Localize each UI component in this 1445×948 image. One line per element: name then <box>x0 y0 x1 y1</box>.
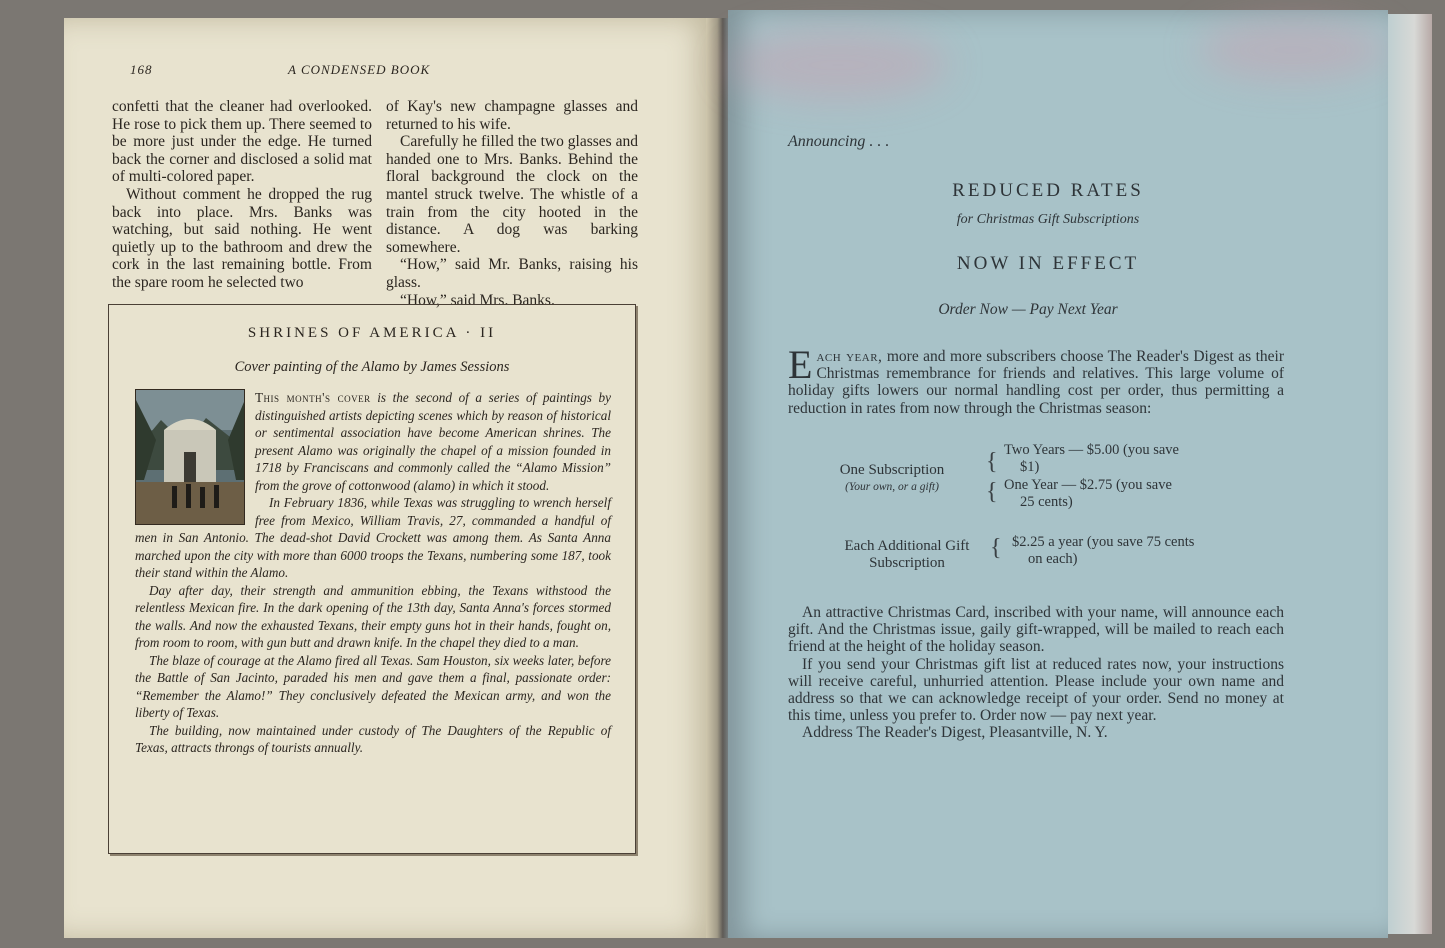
sidebar-lead-smallcaps: This month's cover <box>255 390 371 405</box>
story-paragraph: confetti that the cleaner had overlooked. He rose to pick them up. There seemed to be more just under the edge. He turned back the corner and disclosed a solid mat of multi-colored paper. <box>112 98 372 186</box>
story-column-right <box>386 98 638 309</box>
announcing-label: Announcing . . . <box>788 133 890 150</box>
sidebar-paragraph: In February 1836, while Texas was struggling to wrench herself free from Mexico, William Travis, 27, commanded a handful of men in San Antonio. The dead-shot David Crockett was among them. As Santa Anna marched upon the city with more than 6000 troops the Texans, numbering some 187, took their stand within the Alamo. <box>135 495 611 580</box>
address-line: Address The Reader's Digest, Pleasantville, N. Y. <box>802 724 1108 742</box>
brace-symbol: { <box>990 535 1002 561</box>
rate-two-years: Two Years — $5.00 (you save $1) <box>1004 442 1179 475</box>
rate-one-year: One Year — $2.75 (you save 25 cents) <box>1004 477 1172 510</box>
story-column-left <box>112 98 372 292</box>
page-stain <box>1198 20 1388 80</box>
closing-text <box>788 604 1284 742</box>
one-subscription-note: (Your own, or a gift) <box>845 481 939 493</box>
alamo-painting-image <box>135 389 245 525</box>
brace-symbol: { <box>986 479 998 505</box>
intro-smallcaps: ach year, <box>816 348 883 365</box>
page-edge <box>1388 14 1432 934</box>
sidebar-paragraph: The blaze of courage at the Alamo fired all Texas. Sam Houston, six weeks later, before the Battle of San Jacinto, paraded his men and gave them a final, passionate order: “Remember the Alamo!” They conclusively defeated the Mexican army, and won the liberty of Texas. <box>135 652 611 720</box>
page-stain <box>728 30 948 100</box>
headline-reduced-rates: REDUCED RATES <box>952 180 1144 201</box>
sidebar-paragraph: The building, now maintained under custody of The Daughters of the Republic of Texas, attracts throngs of tourists annually. <box>135 722 611 755</box>
sidebar-subtitle: Cover painting of the Alamo by James Sessions <box>234 359 510 375</box>
page-number: 168 <box>130 62 153 77</box>
sidebar-paragraph: Day after day, their strength and ammunition ebbing, the Texans withstood the relentless Mexican fire. In the dark opening of the 13th day, Santa Anna's forces stormed the walls. And now the exhausted Texans, their empty guns hot in their hands, fought on, from room to room, with gun butt and drawn knife. In the chapel they died to a man. <box>135 582 611 650</box>
story-paragraph: of Kay's new champagne glasses and returned to his wife. <box>386 98 638 133</box>
subhead-christmas-gift: for Christmas Gift Subscriptions <box>956 212 1140 227</box>
story-paragraph: “How,” said Mr. Banks, raising his glass. <box>386 256 638 291</box>
sidebar-title: SHRINES OF AMERICA · II <box>247 325 497 341</box>
story-paragraph: Carefully he filled the two glasses and handed one to Mrs. Banks. Behind the floral background the clock on the mantel struck twelve. The whistle of a train from the city hooted in the distance. A dog was barking somewhere. <box>386 133 638 256</box>
headline-now-in-effect: NOW IN EFFECT <box>956 253 1140 274</box>
shrines-sidebar-box <box>108 304 636 854</box>
one-subscription-label: One Subscription (Your own, or a gift) <box>822 462 962 496</box>
story-paragraph: “How,” said Mrs. Banks. <box>400 291 555 309</box>
drop-cap: E <box>788 342 813 387</box>
story-paragraph: Without comment he dropped the rug back into place. Mrs. Banks was watching, but said nothing. He went quietly up to the bathroom and drew the cork in the last remaining bottle. From the spare room he selected two <box>112 185 372 291</box>
brace-symbol: { <box>986 449 998 475</box>
right-page <box>728 10 1388 938</box>
running-title: A CONDENSED BOOK <box>288 62 431 77</box>
intro-paragraph <box>788 342 1284 417</box>
order-now-line: Order Now — Pay Next Year <box>938 301 1118 318</box>
closing-paragraph: An attractive Christmas Card, inscribed with your name, will announce each gift. And the Christmas issue, gaily gift-wrapped, will be mailed to reach each friend at the height of the holiday season. <box>788 604 1284 656</box>
rate-additional-gift: $2.25 a year (you save 75 cents on each) <box>1012 534 1195 567</box>
left-page <box>64 18 716 938</box>
additional-gift-label: Each Additional Gift Subscription <box>844 538 970 571</box>
intro-text: more and more subscribers choose The Reader's Digest as their Christmas remembrance for friends and relatives. This large volume of holiday gifts lowers our normal handling cost per order, thus permitting a reduction in rates from now through the Christmas season: <box>788 348 1284 417</box>
alamo-painting-illustration <box>136 390 244 524</box>
sidebar-lead-text: is the second of a series of paintings by distinguished artists depicting scenes which by reason of historical or sentimental association have become American shrines. The present Alamo was originally the chapel of a mission founded in 1718 by Franciscans and commonly called the “Alamo Mission” from the grove of cottonwood (alamo) in which it stood. <box>255 390 611 493</box>
closing-paragraph: If you send your Christmas gift list at reduced rates now, your instructions will receive careful, unhurried attention. Please include your own name and address so that we can acknowledge receipt of your order. Send no money at this time, unless you prefer to. Order now — pay next year. <box>788 655 1284 725</box>
